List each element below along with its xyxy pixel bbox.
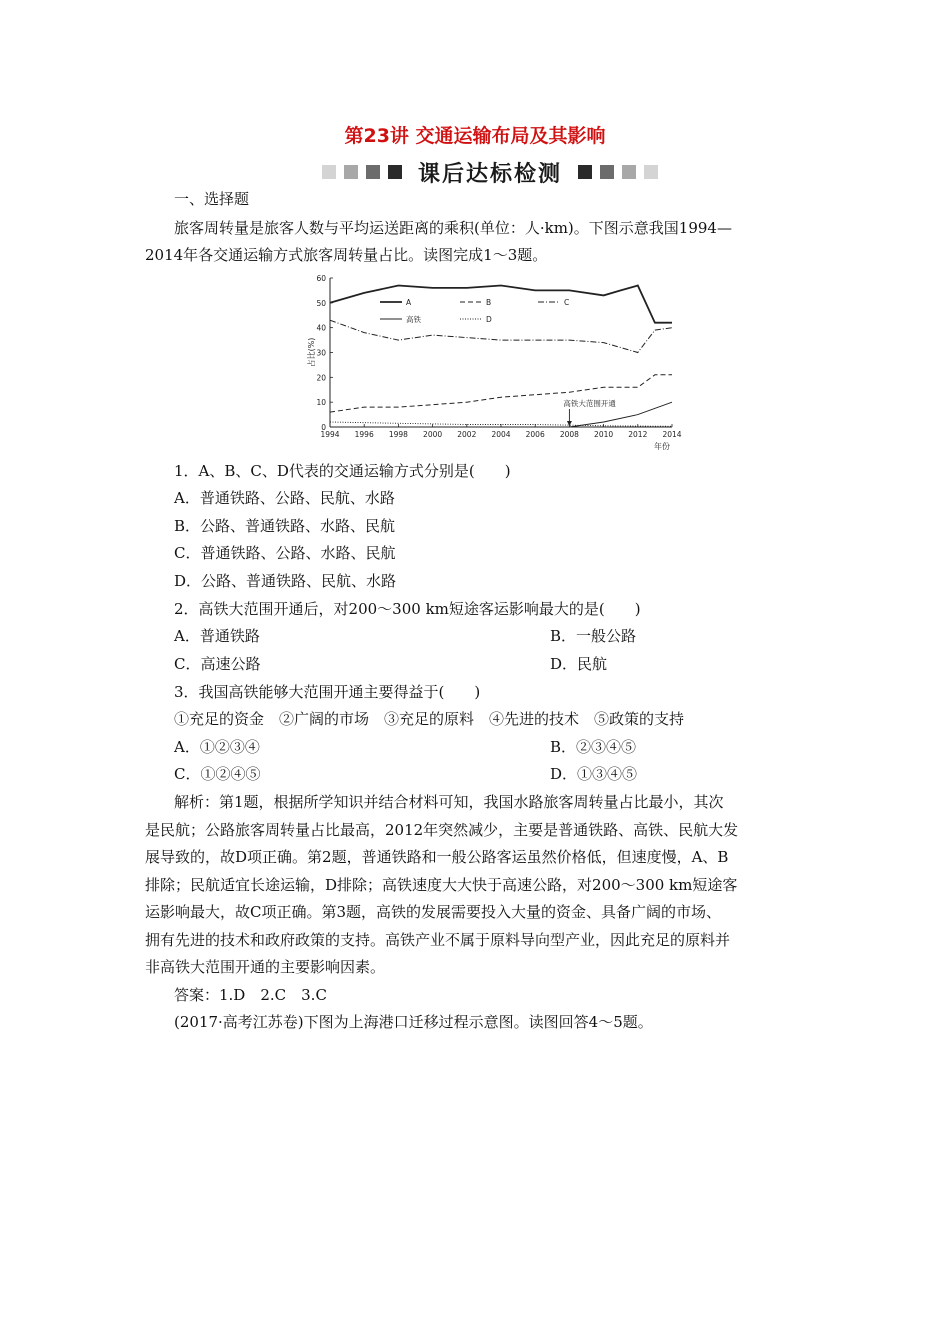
section-banner: [300, 158, 680, 186]
y-tick-label: 40: [316, 323, 326, 333]
y-axis-label: 占比(%): [307, 337, 316, 368]
banner-square: [344, 165, 358, 179]
banner-square: [322, 165, 336, 179]
annotation-label: 高铁大范围开通: [563, 399, 616, 408]
option: B．一般公路: [550, 627, 637, 645]
option: A．普通铁路、公路、民航、水路: [174, 489, 395, 507]
question-stem: 3．我国高铁能够大范围开通主要得益于( ): [174, 683, 481, 701]
analysis-line: 是民航；公路旅客周转量占比最高，2012年突然减少，主要是普通铁路、高铁、民航大发: [145, 821, 739, 839]
banner-square: [366, 165, 380, 179]
option: C．高速公路: [174, 655, 261, 673]
y-tick-label: 30: [316, 348, 326, 358]
x-tick-label: 1996: [354, 430, 374, 439]
y-tick-label: 0: [321, 423, 326, 432]
option: C．普通铁路、公路、水路、民航: [174, 544, 396, 562]
analysis-line: 展导致的，故D项正确。第2题，普通铁路和一般公路客运虽然价格低，但速度慢，A、B: [145, 848, 729, 866]
analysis-line: 运影响最大，故C项正确。第3题，高铁的发展需要投入大量的资金、具备广阔的市场、: [145, 903, 722, 921]
x-tick-label: 1998: [388, 430, 408, 439]
banner-title: 课后达标检测: [417, 161, 562, 187]
banner-square: [600, 165, 614, 179]
banner-square: [578, 165, 592, 179]
x-tick-label: 2010: [594, 430, 614, 439]
intro-line: 2014年各交通运输方式旅客周转量占比。读图完成1～3题。: [145, 246, 548, 264]
banner-square: [644, 165, 658, 179]
chart-axes: [306, 274, 682, 451]
next-intro: (2017·高考江苏卷)下图为上海港口迁移过程示意图。读图回答4～5题。: [174, 1013, 653, 1031]
y-tick-label: 10: [316, 398, 326, 408]
intro-line: 旅客周转量是旅客人数与平均运送距离的乘积(单位：人·km)。下图示意我国1994—: [174, 219, 732, 237]
legend-label: A: [406, 298, 412, 307]
banner-square: [388, 165, 402, 179]
x-tick-label: 2014: [662, 430, 682, 439]
answer-line: 答案：1.D 2.C 3.C: [174, 986, 327, 1004]
legend-label: B: [486, 298, 492, 307]
analysis-line: 解析：第1题，根据所学知识并结合材料可知，我国水路旅客周转量占比最小，其次: [174, 793, 724, 811]
option: D．民航: [550, 655, 608, 673]
analysis-line: 拥有先进的技术和政府政策的支持。高铁产业不属于原料导向型产业，因此充足的原料并: [145, 931, 731, 949]
legend-label: D: [486, 315, 492, 324]
x-tick-label: 2002: [457, 430, 477, 439]
series-line-A: [330, 286, 672, 323]
transport-share-chart: [300, 270, 700, 460]
option: B．公路、普通铁路、水路、民航: [174, 517, 396, 535]
x-tick-label: 2000: [423, 430, 443, 439]
x-tick-label: 2004: [491, 430, 511, 439]
question-conditions: ①充足的资金 ②广阔的市场 ③充足的原料 ④先进的技术 ⑤政策的支持: [174, 710, 685, 728]
analysis-line: 排除；民航适宜长途运输，D排除；高铁速度大大快于高速公路，对200～300 km短途客: [145, 876, 738, 894]
question-stem: 2．高铁大范围开通后，对200～300 km短途客运影响最大的是( ): [174, 600, 641, 618]
page-title: 第23讲 交通运输布局及其影响: [344, 125, 606, 147]
y-tick-label: 50: [316, 298, 326, 308]
section-heading: 一、选择题: [174, 190, 250, 208]
series-line-C: [330, 320, 672, 352]
option: D．①③④⑤: [550, 765, 638, 783]
legend-label: C: [564, 298, 570, 307]
x-tick-label: 1994: [320, 430, 340, 439]
option: D．公路、普通铁路、民航、水路: [174, 572, 397, 590]
chart-legend: [380, 298, 569, 324]
x-tick-label: 2006: [525, 430, 545, 439]
question-stem: 1．A、B、C、D代表的交通运输方式分别是( ): [174, 462, 511, 480]
option: B．②③④⑤: [550, 738, 637, 756]
x-tick-label: 2008: [559, 430, 579, 439]
y-tick-label: 60: [316, 274, 326, 283]
option: C．①②④⑤: [174, 765, 261, 783]
x-tick-label: 2012: [628, 430, 648, 439]
legend-label: 高铁: [406, 315, 421, 324]
y-tick-label: 20: [316, 373, 326, 383]
option: A．普通铁路: [174, 627, 260, 645]
chart-series: [330, 286, 672, 428]
x-axis-label: 年份: [654, 442, 670, 451]
option: A．①②③④: [174, 738, 260, 756]
analysis-line: 非高铁大范围开通的主要影响因素。: [145, 958, 386, 976]
series-line-B: [330, 375, 672, 412]
banner-square: [622, 165, 636, 179]
